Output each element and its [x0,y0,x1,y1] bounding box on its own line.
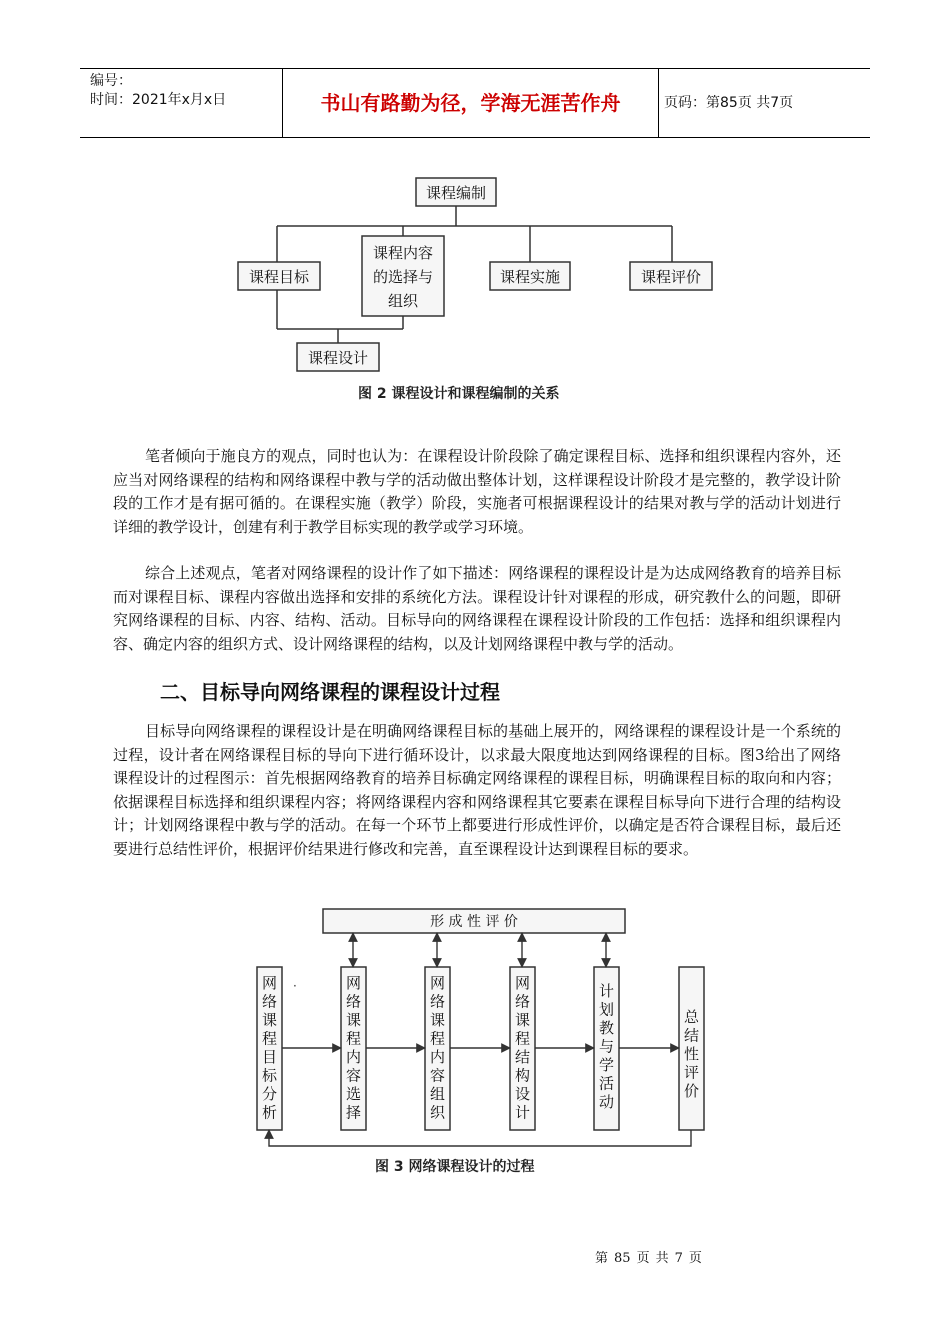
paragraph-1: 笔者倾向于施良方的观点，同时也认为：在课程设计阶段除了确定课程目标、选择和组织课程内容外，还应当对网络课程的结构和网络课程中教与学的活动做出整体计划，这样课程设计阶段才是完整的，教学设计阶段的工作才是有据可循的。在课程实施（教学）阶段，实施者可根据课程设计的结果对教与学的活动计划进行详细的教学设计，创建有利于教学目标实现的教学或学习环境。 [113,447,841,536]
label-content-2: 的选择与 [372,268,434,286]
figure-3-diagram [0,905,950,1185]
stage-2-label: 网络课程内容选择 [345,974,362,1122]
header-left-cell [80,69,282,137]
label-course-compile: 课程编制 [425,184,487,202]
label-content-3: 组织 [387,292,419,310]
date-label: 时间：2021年x月x日 [90,92,227,108]
section-heading: 二、目标导向网络课程的课程设计过程 [160,680,500,704]
stray-dot: · [293,979,297,993]
stage-6-label: 总结性评价 [683,1008,700,1100]
label-course-design: 课程设计 [307,349,369,367]
paragraph-2: 综合上述观点，笔者对网络课程的设计作了如下描述：网络课程的课程设计是为达成网络教育的培养目标而对课程目标、课程内容做出选择和安排的系统化方法。课程设计针对课程的形成，研究教什么的问题，即研究网络课程的目标、内容、结构、活动。目标导向的网络课程在课程设计阶段的工作包括：选择和组织课程内容、确定内容的组织方式、设计网络课程的结构，以及计划网络课程中教与学的活动。 [113,564,841,653]
figure-2-diagram [0,170,950,410]
document-header [80,68,870,138]
figure-3-caption: 图 3 网络课程设计的过程 [375,1159,535,1175]
number-label: 编号： [90,73,132,89]
label-course-evaluate: 课程评价 [640,268,702,286]
label-content-1: 课程内容 [372,244,434,262]
stage-1-label: 网络课程目标分析 [261,974,278,1122]
label-course-implement: 课程实施 [499,268,561,286]
page-footer [595,1247,708,1266]
footer-total-prefix: 共 [655,1251,669,1266]
formative-eval-label: 形 成 性 评 价 [430,914,518,930]
header-page-info: 页码：第85页 共7页 [664,95,794,111]
stage-5-label: 计划教与学活动 [598,982,615,1111]
footer-total-pages: 7 [674,1251,683,1266]
footer-page-number: 85 [614,1251,631,1266]
figure-2-caption: 图 2 课程设计和课程编制的关系 [358,386,560,402]
footer-total-suffix: 页 [688,1251,702,1266]
label-course-goal: 课程目标 [248,268,310,286]
footer-page-suffix: 页 [636,1251,650,1266]
stage-3-label: 网络课程内容组织 [429,974,446,1122]
stage-4-label: 网络课程结构设计 [514,974,531,1122]
header-motto: 书山有路勤为径，学海无涯苦作舟 [282,69,659,137]
paragraph-3: 目标导向网络课程的课程设计是在明确网络课程目标的基础上展开的，网络课程的课程设计是一个系统的过程，设计者在网络课程目标的导向下进行循环设计，以求最大限度地达到网络课程的目标。图3给出了网络课程设计的过程图示：首先根据网络教育的培养目标确定网络课程的课程目标，明确课程目标的取向和内容；依据课程目标选择和组织课程内容；将网络课程内容和网络课程其它要素在课程目标导向下进行合理的结构设计；计划网络课程中教与学的活动。在每一个环节上都要进行形成性评价，以确定是否符合课程目标，最后还要进行总结性评价，根据评价结果进行修改和完善，直至课程设计达到课程目标的要求。 [113,722,841,858]
footer-prefix: 第 [595,1251,609,1266]
